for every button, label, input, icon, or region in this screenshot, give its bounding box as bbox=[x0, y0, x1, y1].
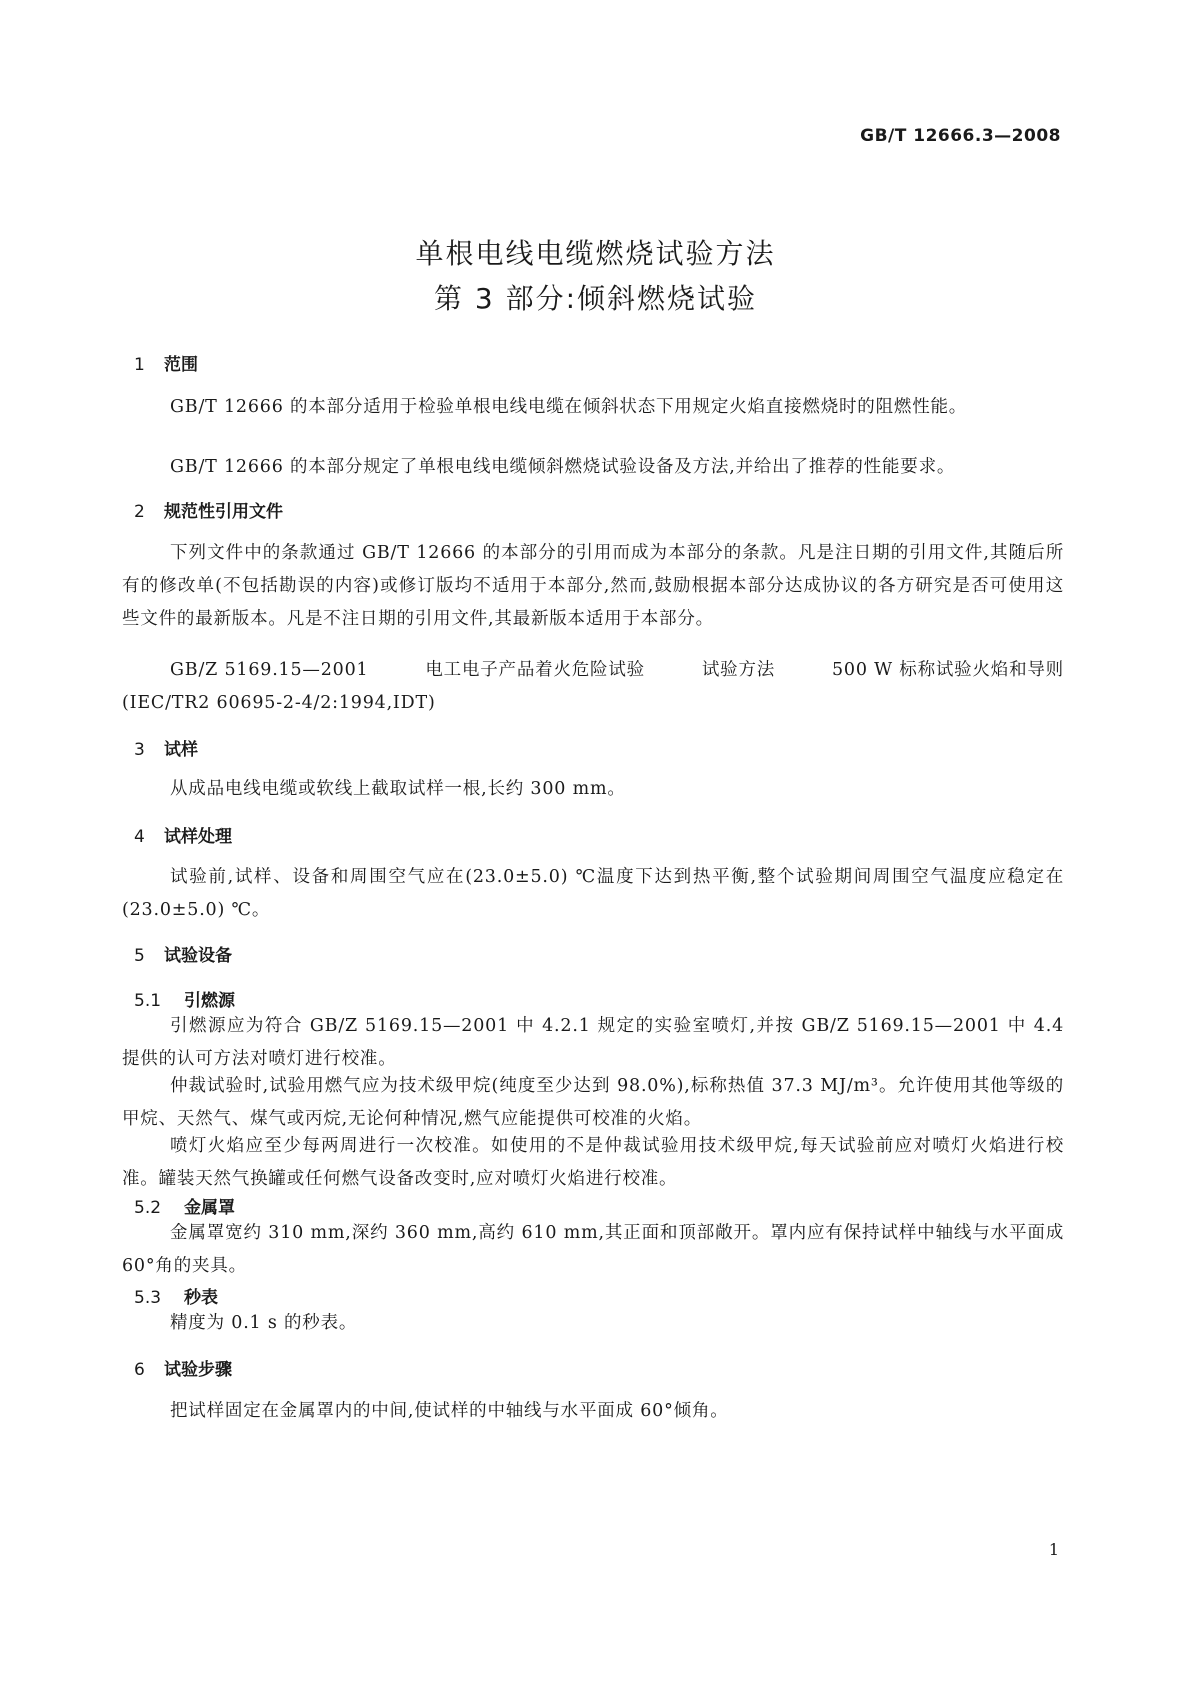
section-5-1-paragraph-2: 仲裁试验时,试验用燃气应为技术级甲烷(纯度至少达到 98.0%),标称热值 37.3 MJ/m³。允许使用其他等级的甲烷、天然气、煤气或丙烷,无论何种情况,燃气应能提供可校准的火焰。 bbox=[122, 1076, 1064, 1129]
section-title: 试样 bbox=[164, 740, 198, 760]
section-3-heading bbox=[134, 735, 198, 760]
section-title: 范围 bbox=[164, 355, 198, 375]
section-6-paragraph-1: 把试样固定在金属罩内的中间,使试样的中轴线与水平面成 60°倾角。 bbox=[170, 1401, 729, 1421]
section-number: 3 bbox=[134, 740, 145, 760]
section-4-heading bbox=[134, 822, 232, 847]
section-1-paragraph-2: GB/T 12666 的本部分规定了单根电线电缆倾斜燃烧试验设备及方法,并给出了推荐的性能要求。 bbox=[170, 457, 956, 477]
normative-reference bbox=[122, 654, 1064, 720]
section-5-heading bbox=[134, 941, 232, 966]
section-number: 1 bbox=[134, 355, 145, 375]
reference-code: GB/Z 5169.15—2001 bbox=[170, 660, 369, 680]
section-5-1-paragraph-1: 引燃源应为符合 GB/Z 5169.15—2001 中 4.2.1 规定的实验室喷灯,并按 GB/Z 5169.15—2001 中 4.4 提供的认可方法对喷灯进行校准。 bbox=[122, 1016, 1064, 1069]
document-subtitle: 第 3 部分:倾斜燃烧试验 bbox=[433, 282, 758, 315]
section-title: 试验设备 bbox=[164, 946, 232, 966]
reference-line-2: (IEC/TR2 60695-2-4/2:1994,IDT) bbox=[122, 693, 436, 713]
section-title: 试验步骤 bbox=[164, 1360, 232, 1380]
section-title: 试样处理 bbox=[164, 827, 232, 847]
section-number: 5.3 bbox=[134, 1288, 162, 1308]
section-number: 5 bbox=[134, 946, 145, 966]
section-6-heading bbox=[134, 1355, 232, 1380]
section-title: 秒表 bbox=[184, 1288, 218, 1308]
section-5-1-paragraph-3: 喷灯火焰应至少每两周进行一次校准。如使用的不是仲裁试验用技术级甲烷,每天试验前应对喷灯火焰进行校准。罐装天然气换罐或任何燃气设备改变时,应对喷灯火焰进行校准。 bbox=[122, 1136, 1064, 1189]
section-number: 2 bbox=[134, 502, 145, 522]
section-2-heading bbox=[134, 497, 283, 522]
document-title: 单根电线电缆燃烧试验方法 bbox=[415, 237, 776, 270]
section-3-paragraph-1: 从成品电线电缆或软线上截取试样一根,长约 300 mm。 bbox=[170, 779, 626, 799]
section-title: 规范性引用文件 bbox=[164, 502, 283, 522]
section-4-paragraph-1: 试验前,试样、设备和周围空气应在(23.0±5.0) ℃温度下达到热平衡,整个试验期间周围空气温度应稳定在(23.0±5.0) ℃。 bbox=[122, 867, 1064, 920]
section-2-paragraph-1: 下列文件中的条款通过 GB/T 12666 的本部分的引用而成为本部分的条款。凡是注日期的引用文件,其随后所有的修改单(不包括勘误的内容)或修订版均不适用于本部分,然而,鼓励根据本部分达成协议的各方研究是否可使用这些文件的最新版本。凡是不注日期的引用文件,其最新版本适用于本部分。 bbox=[122, 543, 1064, 629]
section-number: 6 bbox=[134, 1360, 145, 1380]
section-title: 金属罩 bbox=[184, 1198, 235, 1218]
page-number: 1 bbox=[1048, 1540, 1059, 1559]
section-title: 引燃源 bbox=[184, 991, 235, 1011]
section-5-2-paragraph-1: 金属罩宽约 310 mm,深约 360 mm,高约 610 mm,其正面和顶部敞开。罩内应有保持试样中轴线与水平面成 60°角的夹具。 bbox=[122, 1223, 1064, 1276]
section-number: 5.1 bbox=[134, 991, 162, 1011]
section-5-3-heading bbox=[134, 1283, 218, 1308]
standard-number: GB/T 12666.3—2008 bbox=[860, 126, 1061, 146]
section-1-paragraph-1: GB/T 12666 的本部分适用于检验单根电线电缆在倾斜状态下用规定火焰直接燃烧时的阻燃性能。 bbox=[170, 397, 968, 417]
section-5-2-heading bbox=[134, 1193, 235, 1218]
section-number: 4 bbox=[134, 827, 145, 847]
section-number: 5.2 bbox=[134, 1198, 162, 1218]
reference-title-part-a: 电工电子产品着火危险试验 bbox=[425, 660, 645, 680]
reference-title-part-c: 500 W 标称试验火焰和导则 bbox=[831, 660, 1064, 680]
section-5-1-heading bbox=[134, 986, 235, 1011]
section-5-3-paragraph-1: 精度为 0.1 s 的秒表。 bbox=[170, 1313, 358, 1333]
section-1-heading bbox=[134, 350, 198, 375]
reference-title-part-b: 试验方法 bbox=[701, 660, 776, 680]
